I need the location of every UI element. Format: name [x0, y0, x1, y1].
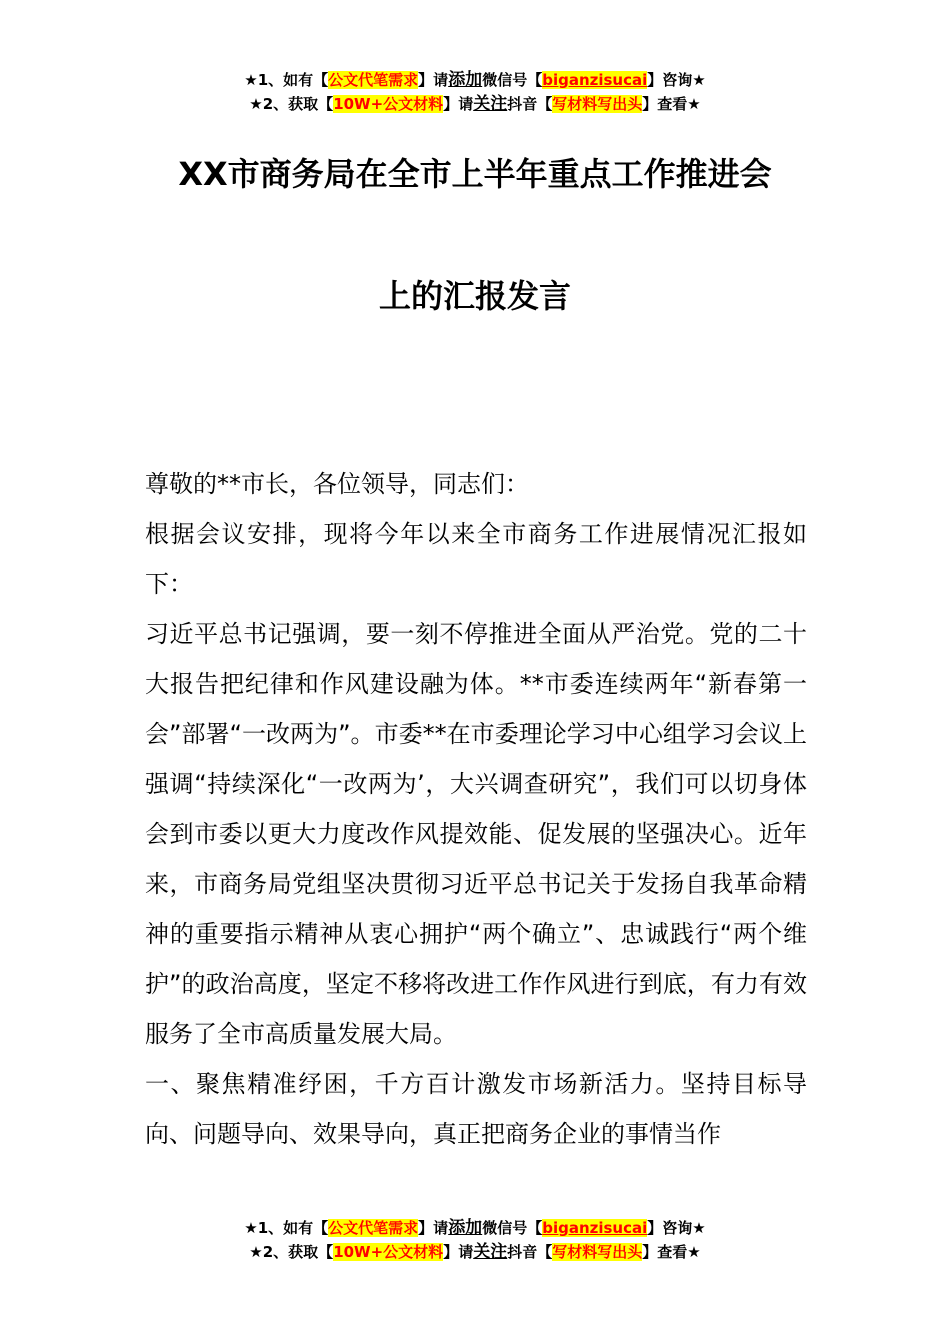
promo-line-1-mid2: 微信号【 [482, 1219, 543, 1237]
promo-line-1-wechat-id[interactable]: biganzisucai [542, 1219, 648, 1237]
promo-line-2-mid: 】请 [443, 95, 474, 113]
promo-line-2-emphasis: 关注 [473, 1242, 508, 1262]
promo-line-1-prefix: ★1、如有【 [244, 1219, 329, 1237]
promo-line-1-prefix: ★1、如有【 [244, 71, 329, 89]
intro-paragraph: 根据会议安排，现将今年以来全市商务工作进展情况汇报如下： [145, 520, 807, 598]
promo-line-1-wechat-id[interactable]: biganzisucai [542, 71, 648, 89]
promo-line-1-highlight-service: 公文代笔需求 [328, 71, 419, 89]
bottom-promo-banner [0, 1216, 950, 1264]
promo-line-1-mid: 】请 [418, 1219, 449, 1237]
promo-line-1-highlight-service: 公文代笔需求 [328, 1219, 419, 1237]
promo-line-2-prefix: ★2、获取【 [249, 1243, 334, 1261]
document-title-line-2: 上的汇报发言 [378, 277, 571, 315]
promo-line-2-mid: 】请 [443, 1243, 474, 1261]
promo-line-1-suffix: 】咨询★ [647, 1219, 706, 1237]
promo-line-2-douyin-account[interactable]: 写材料写出头 [552, 1243, 643, 1261]
promo-line-2-highlight-materials: 10W+公文材料 [333, 1243, 444, 1261]
promo-line-2-emphasis: 关注 [473, 94, 508, 114]
background-paragraph: 习近平总书记强调，要一刻不停推进全面从严治党。党的二十大报告把纪律和作风建设融为体。**市委连续两年“新春第一会”部署“一改两为”。市委**在市委理论学习中心组学习会议上强调“持续深化“一改两为’，大兴调查研究”，我们可以切身体会到市委以更大力度改作风提效能、促发展的坚强决心。近年来，市商务局党组坚决贯彻习近平总书记关于发扬自我革命精神的重要指示精神从衷心拥护“两个确立”、忠诚践行“两个维护”的政治高度，坚定不移将改进工作作风进行到底，有力有效服务了全市高质量发展大局。 [145, 620, 807, 1048]
promo-line-2-suffix: 】查看★ [642, 95, 701, 113]
promo-line-2-suffix: 】查看★ [642, 1243, 701, 1261]
promo-line-1-mid: 】请 [418, 71, 449, 89]
promo-line-1-mid2: 微信号【 [482, 71, 543, 89]
promo-line-2-highlight-materials: 10W+公文材料 [333, 95, 444, 113]
promo-line-1 [0, 1216, 950, 1240]
promo-line-1-emphasis: 添加 [448, 70, 483, 90]
promo-line-2-prefix: ★2、获取【 [249, 95, 334, 113]
promo-line-1-emphasis: 添加 [448, 1218, 483, 1238]
salutation-paragraph: 尊敬的**市长，各位领导，同志们： [145, 470, 529, 498]
top-promo-banner [0, 68, 950, 116]
promo-line-2-mid2: 抖音【 [507, 1243, 553, 1261]
promo-line-2-douyin-account[interactable]: 写材料写出头 [552, 95, 643, 113]
promo-line-1 [0, 68, 950, 92]
promo-line-1-suffix: 】咨询★ [647, 71, 706, 89]
promo-line-2 [0, 1240, 950, 1264]
promo-line-2-mid2: 抖音【 [507, 95, 553, 113]
document-title-line-1: XX市商务局在全市上半年重点工作推进会 [178, 155, 772, 193]
promo-line-2 [0, 92, 950, 116]
section-one-paragraph: 一、聚焦精准纾困，千方百计激发市场新活力。坚持目标导向、问题导向、效果导向，真正把商务企业的事情当作 [145, 1070, 807, 1148]
document-body [145, 459, 807, 1159]
